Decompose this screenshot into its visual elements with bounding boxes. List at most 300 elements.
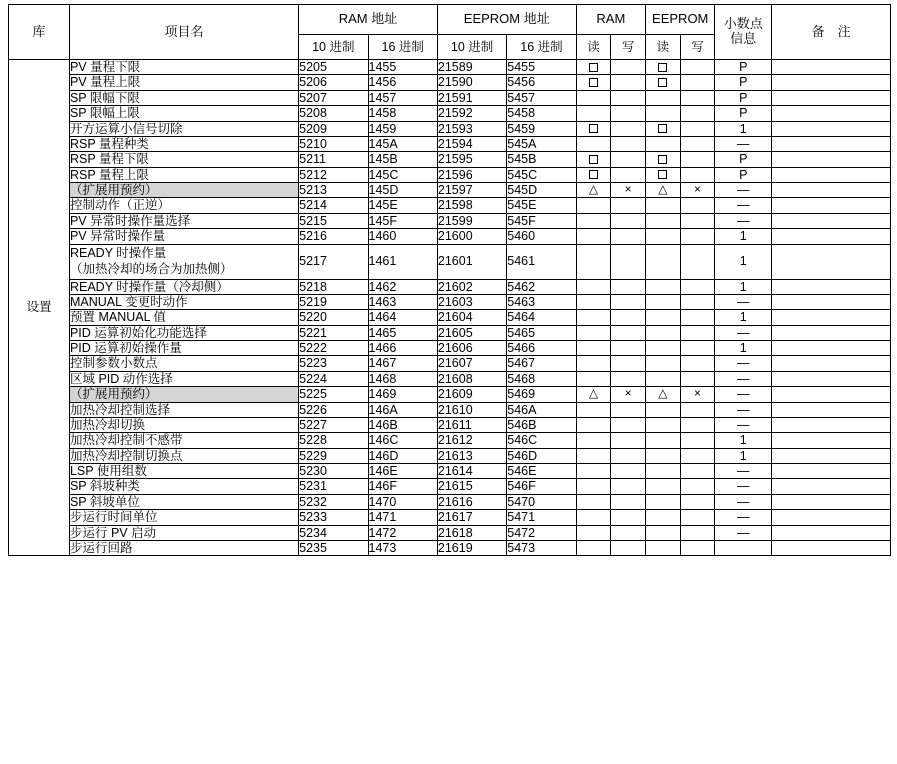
table-row [9,540,891,555]
cell-eeprom-decimal: 21598 [437,198,506,213]
cell-remarks [772,279,891,294]
cell-ram-hex: 145E [368,198,437,213]
table-row [9,198,891,213]
table-row [9,310,891,325]
cell-eeprom-write [680,402,715,417]
checkbox-icon [589,124,598,133]
cell-ram-hex: 1469 [368,387,437,402]
cell-ram-read [576,433,611,448]
cell-eeprom-decimal: 21602 [437,279,506,294]
cell-ram-hex: 146E [368,464,437,479]
cell-decimal-point-info: — [715,325,772,340]
cell-ram-write [611,402,646,417]
cell-remarks [772,167,891,182]
table-row [9,479,891,494]
cell-remarks [772,60,891,75]
cell-ram-write [611,540,646,555]
cell-ram-read [576,106,611,121]
cell-ram-read [576,371,611,386]
cell-decimal-point-info: 1 [715,433,772,448]
cell-eeprom-read [646,213,681,228]
cell-item-name: PID 运算初始化功能选择 [69,325,298,340]
cell-item-name: 控制参数小数点 [69,356,298,371]
cell-eeprom-read [646,294,681,309]
cell-eeprom-write [680,75,715,90]
cell-eeprom-write [680,494,715,509]
cell-eeprom-read: △ [646,387,681,402]
header-ram-decimal: 10 进制 [299,35,368,60]
cell-eeprom-hex: 545B [507,152,576,167]
cell-ram-hex: 1462 [368,279,437,294]
cell-eeprom-read [646,494,681,509]
cell-ram-write [611,229,646,244]
cell-eeprom-decimal: 21601 [437,244,506,279]
cell-eeprom-write [680,106,715,121]
cell-eeprom-write [680,310,715,325]
cell-ram-read [576,540,611,555]
table-row [9,279,891,294]
table-body [9,60,891,556]
cell-remarks [772,294,891,309]
cell-ram-hex: 1458 [368,106,437,121]
cell-item-name: SP 限幅上限 [69,106,298,121]
cell-ram-hex: 1473 [368,540,437,555]
cell-remarks [772,121,891,136]
cell-ram-decimal: 5214 [299,198,368,213]
cell-eeprom-decimal: 21595 [437,152,506,167]
table-row [9,525,891,540]
cell-ram-write [611,510,646,525]
cell-eeprom-write [680,417,715,432]
table-row [9,510,891,525]
cell-decimal-point-info: — [715,387,772,402]
cell-ram-read [576,341,611,356]
cell-eeprom-read [646,167,681,182]
cell-decimal-point-info: — [715,356,772,371]
cell-eeprom-hex: 5465 [507,325,576,340]
header-ram-write: 写 [611,35,646,60]
cell-ram-write [611,279,646,294]
cell-eeprom-write [680,60,715,75]
cell-ram-decimal: 5222 [299,341,368,356]
cell-decimal-point-info [715,540,772,555]
table-row [9,356,891,371]
cell-ram-read [576,136,611,151]
cell-item-name: READY 时操作量 （加热冷却的场合为加热侧） [69,244,298,279]
cell-item-name: SP 斜坡种类 [69,479,298,494]
cell-eeprom-read: △ [646,183,681,198]
cell-ram-read [576,229,611,244]
cell-ram-decimal: 5228 [299,433,368,448]
cell-eeprom-hex: 5472 [507,525,576,540]
cell-item-name: PV 异常时操作量选择 [69,213,298,228]
cell-decimal-point-info: — [715,510,772,525]
cell-decimal-point-info: — [715,198,772,213]
checkbox-icon [658,155,667,164]
cell-ram-hex: 146C [368,433,437,448]
cell-ram-decimal: 5208 [299,106,368,121]
cell-eeprom-write [680,371,715,386]
cell-eeprom-write: × [680,183,715,198]
cell-eeprom-hex: 5471 [507,510,576,525]
cell-eeprom-write [680,510,715,525]
table-row [9,494,891,509]
cell-ram-write: × [611,183,646,198]
cell-item-name: （扩展用预约） [69,387,298,402]
cell-eeprom-decimal: 21605 [437,325,506,340]
cell-eeprom-read [646,371,681,386]
cell-ram-decimal: 5235 [299,540,368,555]
table-row [9,325,891,340]
cell-ram-read [576,167,611,182]
table-row [9,448,891,463]
cell-eeprom-write [680,464,715,479]
cell-eeprom-decimal: 21619 [437,540,506,555]
cell-decimal-point-info: — [715,494,772,509]
cell-item-name: 开方运算小信号切除 [69,121,298,136]
header-row-primary [9,5,891,35]
cell-ram-write [611,294,646,309]
cell-eeprom-read [646,448,681,463]
cell-eeprom-decimal: 21594 [437,136,506,151]
cell-ram-hex: 145F [368,213,437,228]
cell-decimal-point-info: — [715,402,772,417]
cell-ram-decimal: 5206 [299,75,368,90]
table-row [9,433,891,448]
cell-remarks [772,106,891,121]
cell-eeprom-read [646,525,681,540]
cell-eeprom-decimal: 21618 [437,525,506,540]
cell-eeprom-hex: 546F [507,479,576,494]
cell-ram-hex: 145B [368,152,437,167]
checkbox-icon [658,63,667,72]
cell-item-name: 加热冷却控制选择 [69,402,298,417]
cell-eeprom-write [680,90,715,105]
cell-ram-decimal: 5220 [299,310,368,325]
cell-item-name: 加热冷却切换 [69,417,298,432]
cell-remarks [772,90,891,105]
header-dp-line2: 信息 [730,31,757,46]
cell-ram-decimal: 5213 [299,183,368,198]
table-row [9,60,891,75]
cell-item-name: 加热冷却控制切换点 [69,448,298,463]
checkbox-icon [658,78,667,87]
cell-eeprom-hex: 5461 [507,244,576,279]
cell-eeprom-hex: 545C [507,167,576,182]
table-row [9,90,891,105]
table-row [9,417,891,432]
cell-decimal-point-info: P [715,152,772,167]
cell-eeprom-write [680,341,715,356]
cell-eeprom-hex: 5456 [507,75,576,90]
cell-eeprom-hex: 546B [507,417,576,432]
cell-remarks [772,464,891,479]
cell-ram-read [576,75,611,90]
cell-item-name: 控制动作（正逆） [69,198,298,213]
cell-eeprom-hex: 545A [507,136,576,151]
cell-eeprom-decimal: 21592 [437,106,506,121]
header-ram-hex: 16 进制 [368,35,437,60]
cell-eeprom-hex: 5470 [507,494,576,509]
cell-eeprom-hex: 546A [507,402,576,417]
cell-ram-decimal: 5219 [299,294,368,309]
cell-ram-decimal: 5224 [299,371,368,386]
cell-ram-decimal: 5211 [299,152,368,167]
header-ram: RAM [576,5,645,35]
cell-ram-read [576,152,611,167]
cell-ram-decimal: 5230 [299,464,368,479]
cell-decimal-point-info: — [715,525,772,540]
cell-eeprom-decimal: 21599 [437,213,506,228]
cell-remarks [772,341,891,356]
cell-item-name: SP 斜坡单位 [69,494,298,509]
cell-decimal-point-info: — [715,464,772,479]
cell-ram-read [576,448,611,463]
cell-item-name: PV 量程上限 [69,75,298,90]
cell-ram-hex: 1465 [368,325,437,340]
cell-eeprom-read [646,106,681,121]
cell-ram-hex: 145C [368,167,437,182]
cell-eeprom-write [680,525,715,540]
header-dp-line1: 小数点 [723,16,763,32]
cell-ram-decimal: 5233 [299,510,368,525]
cell-ram-hex: 1472 [368,525,437,540]
cell-eeprom-hex: 5466 [507,341,576,356]
cell-eeprom-write [680,540,715,555]
cell-eeprom-decimal: 21604 [437,310,506,325]
cell-eeprom-decimal: 21607 [437,356,506,371]
cell-decimal-point-info: — [715,136,772,151]
cell-eeprom-decimal: 21590 [437,75,506,90]
cell-eeprom-read [646,75,681,90]
cell-ram-write [611,136,646,151]
cell-ram-write [611,464,646,479]
cell-remarks [772,325,891,340]
cell-remarks [772,152,891,167]
cell-ram-hex: 146A [368,402,437,417]
cell-eeprom-hex: 5462 [507,279,576,294]
table-row [9,152,891,167]
cell-eeprom-write [680,325,715,340]
cell-item-name: RSP 量程上限 [69,167,298,182]
cell-library: 设置 [9,60,70,556]
cell-eeprom-read [646,464,681,479]
cell-ram-hex: 1461 [368,244,437,279]
cell-remarks [772,525,891,540]
cell-ram-decimal: 5231 [299,479,368,494]
cell-remarks [772,75,891,90]
cell-eeprom-read [646,60,681,75]
cell-eeprom-read [646,244,681,279]
cell-remarks [772,402,891,417]
cell-ram-hex: 1471 [368,510,437,525]
cell-ram-write [611,60,646,75]
header-eeprom-decimal: 10 进制 [437,35,506,60]
cell-ram-read [576,356,611,371]
cell-ram-write: × [611,387,646,402]
cell-ram-write [611,494,646,509]
cell-ram-decimal: 5210 [299,136,368,151]
cell-eeprom-write: × [680,387,715,402]
cell-ram-decimal: 5223 [299,356,368,371]
cell-ram-decimal: 5217 [299,244,368,279]
cell-item-name: 加热冷却控制不感带 [69,433,298,448]
cell-ram-write [611,448,646,463]
cell-eeprom-read [646,325,681,340]
cell-eeprom-hex: 546C [507,433,576,448]
cell-item-name: RSP 量程种类 [69,136,298,151]
cell-eeprom-decimal: 21617 [437,510,506,525]
cell-ram-read [576,121,611,136]
cell-eeprom-read [646,279,681,294]
cell-decimal-point-info: P [715,106,772,121]
table-row [9,75,891,90]
cell-remarks [772,183,891,198]
cell-ram-write [611,479,646,494]
cell-eeprom-read [646,479,681,494]
cell-ram-read [576,90,611,105]
cell-ram-read [576,494,611,509]
cell-ram-write [611,356,646,371]
cell-eeprom-decimal: 21612 [437,433,506,448]
cell-ram-read [576,325,611,340]
cell-ram-hex: 1464 [368,310,437,325]
table-row [9,106,891,121]
cell-ram-hex: 145D [368,183,437,198]
cell-ram-hex: 1459 [368,121,437,136]
cell-ram-read [576,510,611,525]
cell-ram-read [576,244,611,279]
cell-eeprom-hex: 5468 [507,371,576,386]
cell-ram-read [576,213,611,228]
cell-remarks [772,510,891,525]
cell-ram-write [611,371,646,386]
cell-eeprom-read [646,121,681,136]
cell-item-name: （扩展用预约） [69,183,298,198]
cell-ram-decimal: 5212 [299,167,368,182]
cell-eeprom-read [646,341,681,356]
cell-remarks [772,136,891,151]
cell-remarks [772,310,891,325]
cell-remarks [772,494,891,509]
cell-eeprom-decimal: 21614 [437,464,506,479]
cell-ram-decimal: 5221 [299,325,368,340]
cell-decimal-point-info: — [715,213,772,228]
cell-ram-decimal: 5232 [299,494,368,509]
table-row [9,136,891,151]
cell-eeprom-hex: 546D [507,448,576,463]
cell-ram-hex: 1467 [368,356,437,371]
table-row [9,464,891,479]
cell-decimal-point-info: 1 [715,244,772,279]
cell-eeprom-read [646,136,681,151]
cell-eeprom-decimal: 21616 [437,494,506,509]
cell-remarks [772,229,891,244]
cell-remarks [772,387,891,402]
cell-decimal-point-info: P [715,75,772,90]
table-row [9,387,891,402]
cell-ram-hex: 1463 [368,294,437,309]
cell-decimal-point-info: — [715,183,772,198]
checkbox-icon [589,155,598,164]
cell-eeprom-decimal: 21596 [437,167,506,182]
table-row [9,183,891,198]
cell-ram-write [611,244,646,279]
cell-item-name: RSP 量程下限 [69,152,298,167]
cell-decimal-point-info: — [715,294,772,309]
cell-ram-read [576,479,611,494]
cell-ram-hex: 1455 [368,60,437,75]
cell-eeprom-write [680,152,715,167]
header-ram-read: 读 [576,35,611,60]
cell-ram-hex: 1456 [368,75,437,90]
cell-eeprom-hex: 5467 [507,356,576,371]
cell-decimal-point-info: P [715,60,772,75]
table-row [9,371,891,386]
cell-remarks [772,198,891,213]
cell-ram-read [576,402,611,417]
cell-eeprom-decimal: 21613 [437,448,506,463]
cell-ram-read [576,464,611,479]
cell-decimal-point-info: 1 [715,310,772,325]
checkbox-icon [589,78,598,87]
cell-remarks [772,417,891,432]
cell-decimal-point-info: 1 [715,448,772,463]
cell-eeprom-decimal: 21591 [437,90,506,105]
table-row [9,402,891,417]
cell-eeprom-decimal: 21615 [437,479,506,494]
cell-eeprom-decimal: 21611 [437,417,506,432]
cell-ram-decimal: 5216 [299,229,368,244]
cell-item-name: 步运行时间单位 [69,510,298,525]
cell-eeprom-read [646,433,681,448]
register-address-table [8,4,891,556]
header-remarks: 备 注 [772,5,891,60]
cell-ram-hex: 146B [368,417,437,432]
cell-item-name: PID 运算初始操作量 [69,341,298,356]
header-eeprom: EEPROM [646,5,715,35]
cell-ram-hex: 1466 [368,341,437,356]
cell-eeprom-read [646,402,681,417]
cell-ram-write [611,90,646,105]
header-decimal-point-info [715,5,772,60]
header-eeprom-write: 写 [680,35,715,60]
cell-ram-decimal: 5234 [299,525,368,540]
cell-ram-decimal: 5205 [299,60,368,75]
cell-ram-write [611,213,646,228]
cell-item-name: SP 限幅下限 [69,90,298,105]
table-row [9,244,891,279]
cell-decimal-point-info: P [715,90,772,105]
header-item-name: 项目名 [69,5,298,60]
cell-ram-write [611,152,646,167]
table-header [9,5,891,60]
cell-eeprom-decimal: 21603 [437,294,506,309]
cell-remarks [772,213,891,228]
cell-eeprom-write [680,121,715,136]
cell-ram-hex: 1468 [368,371,437,386]
cell-ram-decimal: 5226 [299,402,368,417]
cell-ram-read [576,279,611,294]
cell-ram-read [576,310,611,325]
cell-ram-write [611,310,646,325]
cell-decimal-point-info: 1 [715,229,772,244]
cell-eeprom-decimal: 21610 [437,402,506,417]
cell-ram-write [611,525,646,540]
cell-eeprom-hex: 5469 [507,387,576,402]
cell-eeprom-write [680,229,715,244]
cell-ram-decimal: 5207 [299,90,368,105]
